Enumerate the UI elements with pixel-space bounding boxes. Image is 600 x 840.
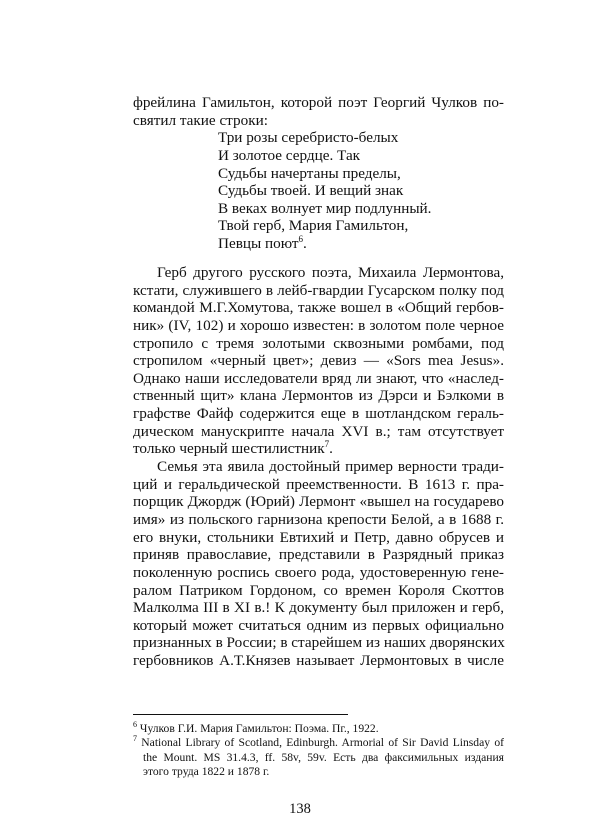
intro-and-poem (133, 94, 504, 253)
poem-last-line (133, 235, 504, 253)
paragraph-line-text: только черный шестилистник (133, 440, 325, 458)
poem-line: В веках волнует мир подлунный. (218, 199, 432, 217)
paragraph-line: приняв православие, представили в Разрядный приказ (133, 546, 504, 564)
poem-line-text: Певцы поют (218, 235, 299, 253)
main-text (133, 264, 504, 670)
paragraph-lermontov-arms (133, 264, 504, 458)
footnote-text: National Library of Scotland, Edinburgh. Armorial of Sir David Linsday of (141, 736, 504, 750)
paragraph-line: Семья эта явила достойный пример верности тради- (157, 458, 504, 476)
footnote-divider (133, 714, 348, 715)
footnote-7-continuation: the Mount. MS 31.4.3, ff. 58v, 59v. Есть два факсимильных издания (143, 750, 504, 764)
paragraph-end-punctuation: . (329, 440, 333, 458)
footnote-reference-7[interactable]: 7 (324, 439, 330, 450)
paragraph-line: ник» (IV, 102) и хорошо известен: в золотом поле черное (133, 316, 504, 334)
intro-line: фрейлина Гамильтон, которой поэт Георгий Чулков по- (133, 94, 504, 111)
footnote-mark: 6 (133, 720, 137, 729)
paragraph-line: ралом Патриком Гордоном, со времен Короля Скоттов (133, 581, 504, 599)
paragraph-line: Герб другого русского поэта, Михаила Лермонтова, (157, 264, 504, 281)
footnote-mark: 7 (133, 734, 137, 744)
paragraph-line: который может считаться одним из первых официально (133, 616, 504, 634)
footnote-6 (133, 722, 504, 736)
paragraph-line: графстве Файф содержится еще в шотландском гераль- (133, 405, 504, 423)
poem-line: Твой герб, Мария Гамильтон, (218, 217, 409, 235)
paragraph-line: имя» из польского гарнизона крепости Белой, а в 1688 г. (133, 510, 504, 528)
paragraph-line: гербовников А.Т.Князев называет Лермонтовых в числе (133, 652, 504, 670)
intro-line: святил такие строки: (133, 111, 268, 129)
page-number: 138 (289, 801, 311, 817)
paragraph-line: стропило с тремя золотыми сквозными ромбами, под (133, 334, 504, 352)
footnotes (133, 722, 504, 780)
paragraph-line: стропилом «черный цвет»; девиз — «Sors mea Jesus». (133, 352, 504, 370)
paragraph-lermont-family (133, 458, 504, 670)
paragraph-line: дическом манускрипте начала XVI в.; там отсутствует (133, 422, 504, 440)
footnote-7 (133, 736, 504, 750)
footnote-reference-6[interactable]: 6 (298, 234, 304, 245)
footnote-7-continuation: этого труда 1822 и 1878 г. (143, 765, 270, 779)
paragraph-line: командой М.Г.Хомутова, также вошел в «Общий гербов- (133, 299, 504, 317)
poem-line: Судьбы твоей. И вещий знак (218, 182, 404, 200)
paragraph-line: ций и геральдической преемственности. В 1613 г. пра- (133, 475, 504, 493)
paragraph-line: его внуки, стольники Евтихий и Петр, давно обрусев и (133, 528, 504, 546)
paragraph-line: порщик Джордж (Юрий) Лермонт «вышел на государево (133, 493, 504, 511)
poem-line: Судьбы начертаны пределы, (218, 164, 401, 182)
poem (133, 129, 504, 252)
paragraph-line: Малколма III в XI в.! К документу был приложен и герб, (133, 599, 504, 617)
poem-end-punctuation: . (303, 235, 307, 253)
poem-line: Три розы серебристо-белых (218, 129, 399, 147)
paragraph-line: признанных в России; в старейшем из наших дворянских (133, 634, 505, 652)
paragraph-last-line (133, 440, 504, 458)
footnote-text: Чулков Г.И. Мария Гамильтон: Поэма. Пг., 1922. (139, 722, 379, 735)
paragraph-line: поколенную роспись своего рода, удостоверенную гене- (133, 563, 504, 581)
paragraph-line: кстати, служившего в лейб-гвардии Гусарском полку под (133, 281, 504, 299)
poem-line: И золотое сердце. Так (218, 146, 361, 164)
paragraph-line: Однако наши исследователи вряд ли знают, что «наслед- (133, 369, 504, 387)
paragraph-line: ственный щит» клана Лермонтов из Дэрси и Бэлкоми в (133, 387, 504, 405)
